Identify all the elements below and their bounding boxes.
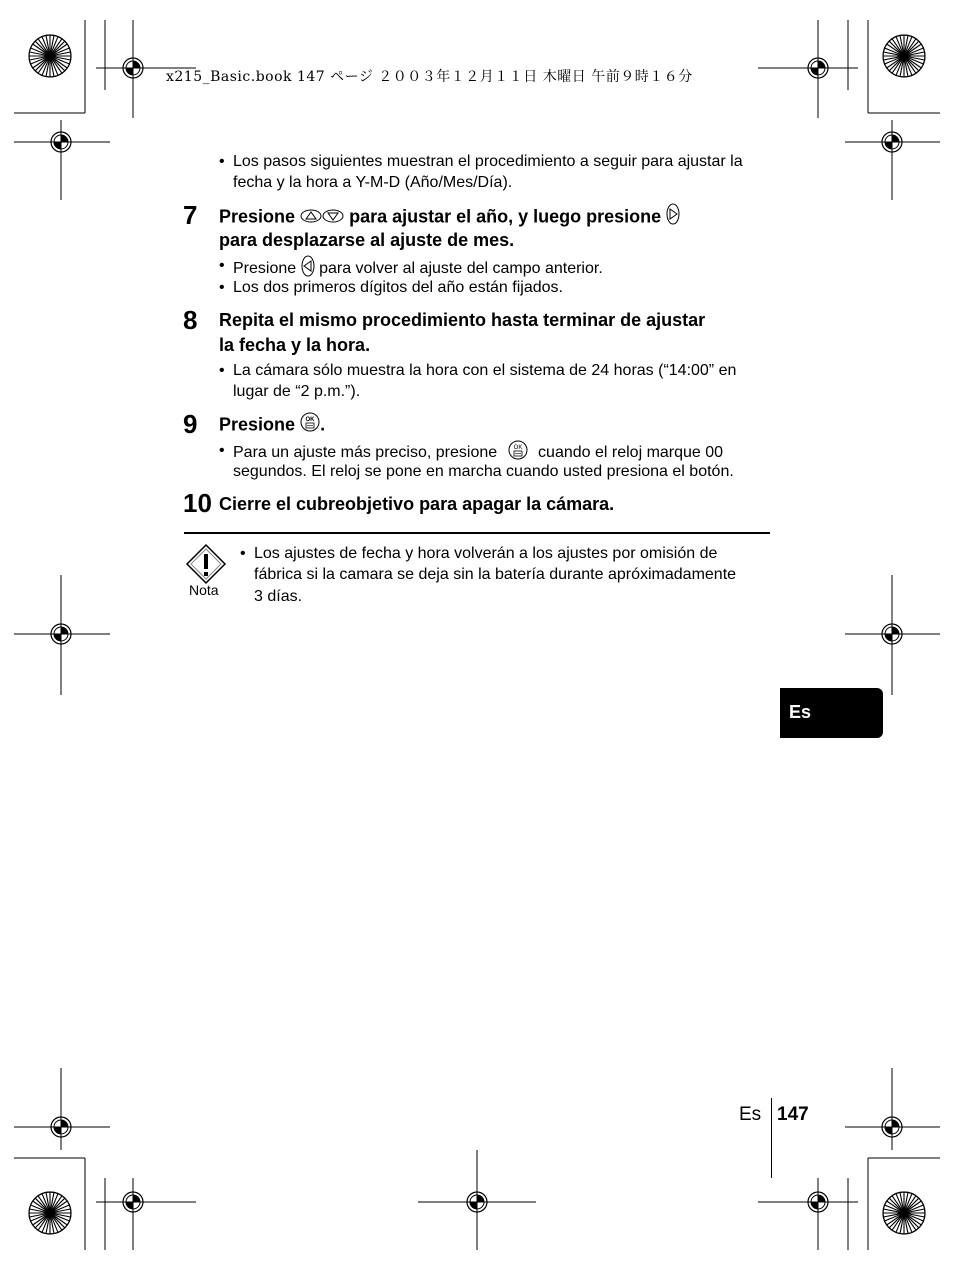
footer-language: Es [739, 1104, 762, 1125]
step-10-line-1: Cierre el cubreobjetivo para apagar la cámara. [219, 494, 615, 514]
arrow-right-icon [666, 203, 680, 232]
step-8-line-2: la fecha y la hora. [219, 335, 371, 355]
step-9-presione: Presione [219, 414, 296, 435]
svg-text:OK: OK [305, 417, 315, 423]
section-divider [184, 532, 770, 534]
svg-text:OK: OK [513, 445, 522, 451]
step-7-text-a: para ajustar el año, y luego presione [349, 206, 662, 227]
step-9-bullet-1-a: Para un ajuste más preciso, presione [233, 444, 498, 462]
language-tab [780, 688, 883, 738]
step-8-bullet-1-cont: lugar de “2 p.m.”). [233, 383, 361, 400]
ok-button-icon [300, 412, 320, 439]
page-number: 147 [777, 1104, 809, 1125]
note-line-1: Los ajustes de fecha y hora volverán a los ajustes por omisión de [254, 545, 718, 562]
step-9-bullet-1-cont: segundos. El reloj se pone en marcha cuando usted presiona el botón. [233, 463, 734, 480]
step-7-bullet-1-a: Presione [233, 260, 297, 278]
step-7-bullet-1: • Presione para volver al ajuste del campo anterior. [233, 255, 603, 283]
step-9-number: 9 [183, 409, 198, 439]
step-7-bullet-2-text: Los dos primeros dígitos del año están fijados. [233, 279, 563, 296]
step-9-bullet-1-b: cuando el reloj marque 00 [538, 444, 724, 462]
step-8-bullet-1-line-1: La cámara sólo muestra la hora con el sistema de 24 horas (“14:00” en [233, 362, 737, 379]
language-tab-label: Es [789, 702, 812, 722]
step-9-line-1 [219, 412, 325, 439]
note-label: Nota [189, 582, 219, 598]
footer-divider [771, 1098, 772, 1178]
arrow-down-icon [322, 205, 344, 230]
note-bullet: • Los ajustes de fecha y hora volverán a los ajustes por omisión de [240, 545, 718, 562]
intro-bullet: • Los pasos siguientes muestran el procedimiento a seguir para ajustar la fecha y la hora a Y-M-D (Año/Mes/Día). [219, 153, 743, 191]
step-7-number: 7 [183, 200, 198, 230]
step-8-line-1: Repita el mismo procedimiento hasta terminar de ajustar [219, 310, 706, 330]
step-8-number: 8 [183, 305, 198, 335]
arrow-up-icon [300, 205, 322, 230]
step-7-bullet-1-b: para volver al ajuste del campo anterior. [319, 260, 603, 278]
step-8-bullet-1: • La cámara sólo muestra la hora con el sistema de 24 horas (“14:00” en [219, 362, 737, 379]
note-line-3: 3 días. [254, 588, 303, 605]
step-7-bullet-2: • Los dos primeros dígitos del año están fijados. [219, 279, 563, 296]
step-7-line-2: para desplazarse al ajuste de mes. [219, 230, 515, 250]
step-9-period: . [320, 414, 326, 435]
intro-bullet-text: Los pasos siguientes muestran el procedimiento a seguir para ajustar la fecha y la hora a Y-M-D (Año/Mes/Día). [233, 153, 743, 191]
step-9-bullet-1: • Para un ajuste más preciso, presione OK cuando el reloj marque 00 [233, 440, 723, 466]
print-header: x215_Basic.book 147 ページ ２００３年１２月１１日 木曜日 午前９時１６分 [166, 69, 693, 85]
step-7-presione: Presione [219, 206, 296, 227]
step-10-number: 10 [183, 488, 212, 518]
note-line-2: fábrica si la camara se deja sin la batería durante apróximadamente [254, 566, 737, 583]
